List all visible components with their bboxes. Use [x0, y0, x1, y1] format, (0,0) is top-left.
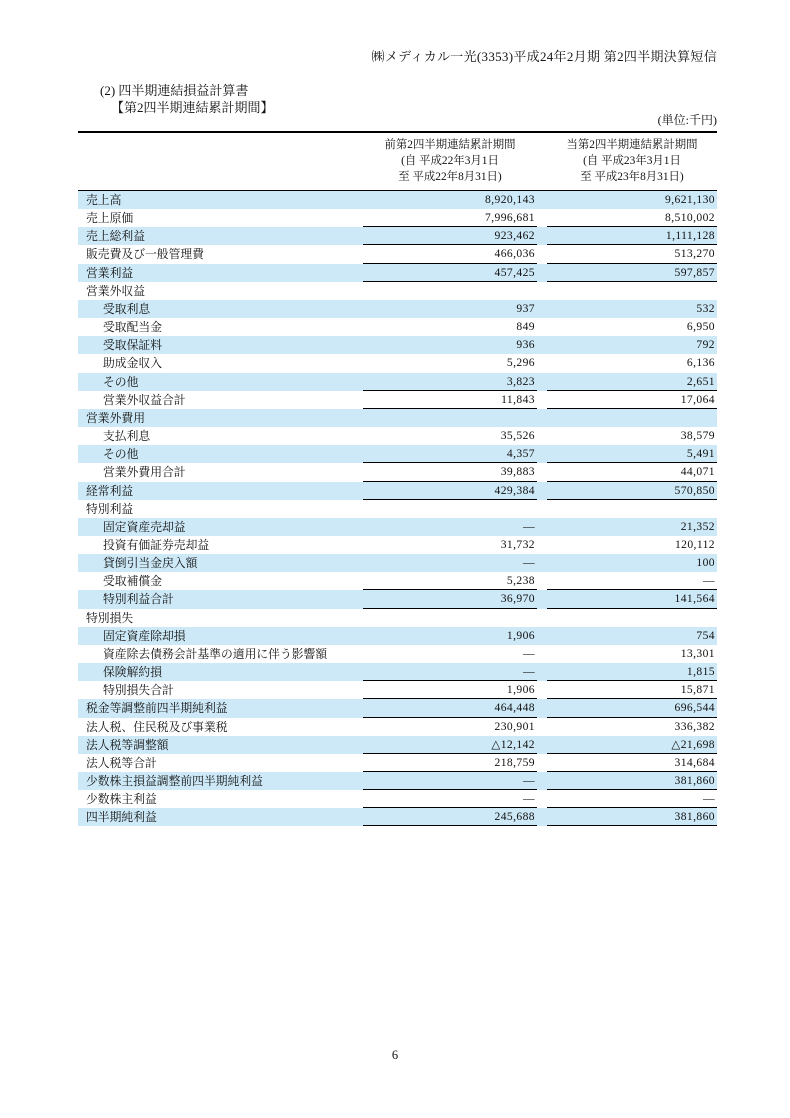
row-value-current: 792 [696, 338, 715, 352]
row-label: 売上高 [86, 193, 122, 207]
table-row [78, 772, 717, 790]
table-row [78, 609, 717, 627]
row-value-previous: 11,843 [363, 391, 537, 409]
row-value-previous: 4,357 [363, 445, 537, 463]
row-label: 販売費及び一般管理費 [86, 247, 204, 262]
period-from: (自 平成22年3月1日 [401, 155, 499, 167]
row-label: 貸倒引当金戻入額 [103, 556, 198, 571]
row-label: 法人税等合計 [86, 755, 157, 770]
table-row [78, 645, 717, 663]
table-row [78, 554, 717, 572]
row-value-current: 15,871 [547, 681, 717, 699]
table-row [78, 681, 717, 699]
table-row [78, 736, 717, 754]
row-value-previous: 5,238 [363, 572, 537, 590]
row-value-current [547, 282, 717, 300]
table-row [78, 463, 717, 481]
table-row [78, 391, 717, 409]
row-value-current: 532 [696, 301, 715, 315]
column-header-current-period [547, 137, 717, 185]
table-row [78, 445, 717, 463]
row-value-previous: 429,384 [363, 482, 537, 500]
row-value-previous: — [523, 556, 535, 570]
row-value-previous: 8,920,143 [485, 193, 535, 206]
income-statement-table [78, 131, 717, 826]
row-value-previous [363, 409, 537, 427]
row-label: 経常利益 [86, 483, 134, 498]
column-title: 当第2四半期連結累計期間 [566, 139, 698, 151]
table-row [78, 718, 717, 736]
row-label: 法人税、住民税及び事業税 [86, 719, 228, 734]
row-value-current: 336,382 [674, 719, 715, 733]
row-label: 助成金収入 [103, 356, 162, 371]
row-value-current: 597,857 [547, 264, 717, 282]
row-value-current: 6,950 [686, 320, 715, 334]
row-value-current: 1,815 [547, 663, 717, 681]
row-value-current: 696,544 [547, 699, 717, 717]
period-to: 至 平成22年8月31日) [398, 171, 502, 183]
row-value-previous: 31,732 [500, 537, 535, 551]
row-label: 受取利息 [103, 301, 151, 316]
row-value-current: 1,111,128 [547, 227, 717, 245]
row-label: 受取補償金 [103, 574, 162, 589]
row-value-current: 8,510,002 [547, 209, 717, 227]
row-label: 保険解約損 [103, 665, 162, 680]
row-value-previous: 7,996,681 [363, 209, 537, 227]
row-value-current: 17,064 [547, 391, 717, 409]
row-value-current [547, 409, 717, 427]
row-label: 営業外費用合計 [103, 465, 186, 480]
section-subtitle: 【第2四半期連結累計期間】 [111, 100, 274, 115]
row-value-current: 13,301 [680, 646, 715, 660]
row-value-current: — [547, 790, 717, 808]
row-value-current: 381,860 [547, 808, 717, 826]
period-from: (自 平成23年3月1日 [583, 155, 681, 167]
table-row [78, 227, 717, 245]
section-title: (2) 四半期連結損益計算書 [100, 83, 249, 98]
row-label: 受取保証料 [103, 338, 162, 353]
table-row [78, 409, 717, 427]
column-header-previous-period [363, 137, 537, 185]
row-label: 特別損失 [86, 610, 134, 625]
row-label: 少数株主利益 [86, 792, 157, 807]
row-value-current: 2,651 [547, 373, 717, 391]
row-value-previous: — [363, 663, 537, 681]
table-row [78, 754, 717, 772]
table-row [78, 572, 717, 590]
table-row [78, 663, 717, 681]
row-value-current: 5,491 [547, 445, 717, 463]
table-row [78, 318, 717, 336]
row-value-current: 570,850 [547, 482, 717, 500]
column-title: 前第2四半期連結累計期間 [384, 139, 516, 151]
row-value-previous [363, 609, 537, 627]
table-row [78, 627, 717, 645]
row-label: 営業外収益 [86, 283, 145, 298]
row-value-previous: 245,688 [363, 808, 537, 826]
row-label: 固定資産売却益 [103, 519, 186, 534]
row-value-previous: — [363, 772, 537, 790]
row-label: 売上総利益 [86, 229, 145, 244]
row-label: 固定資産除却損 [103, 628, 186, 643]
row-value-current: 9,621,130 [665, 193, 715, 206]
period-to: 至 平成23年8月31日) [580, 171, 684, 183]
row-value-previous: 466,036 [363, 245, 537, 263]
table-row [78, 373, 717, 391]
row-value-current [547, 609, 717, 627]
row-value-previous: 35,526 [500, 429, 535, 443]
row-value-current: 21,352 [680, 519, 715, 533]
row-value-previous: 39,883 [363, 463, 537, 481]
table-row [78, 264, 717, 282]
row-value-previous: 1,906 [506, 628, 535, 642]
row-value-previous: — [363, 790, 537, 808]
row-value-previous: 5,296 [506, 356, 535, 370]
table-body [78, 191, 717, 826]
row-value-previous: 923,462 [363, 227, 537, 245]
row-value-current: 120,112 [674, 537, 715, 551]
row-value-current: △21,698 [547, 736, 717, 754]
row-label: 支払利息 [103, 429, 151, 444]
row-label: 営業外費用 [86, 410, 145, 425]
row-label: 営業利益 [86, 265, 134, 280]
table-row [78, 191, 717, 209]
page-number: 6 [391, 1048, 399, 1062]
row-value-current: 38,579 [680, 429, 715, 443]
row-label: 少数株主損益調整前四半期純利益 [86, 774, 263, 788]
table-row [78, 518, 717, 536]
row-label: 四半期純利益 [86, 810, 157, 825]
row-value-current: 513,270 [547, 245, 717, 263]
row-label: 税金等調整前四半期純利益 [86, 701, 228, 716]
row-value-previous: 230,901 [494, 719, 535, 733]
row-label: 特別利益 [86, 501, 134, 516]
row-label: その他 [103, 447, 139, 462]
row-label: 特別損失合計 [103, 683, 174, 698]
table-row [78, 536, 717, 554]
row-value-current: 754 [696, 628, 715, 642]
row-value-previous: 936 [516, 338, 535, 352]
row-value-previous: 937 [516, 301, 535, 315]
row-value-current: 44,071 [547, 463, 717, 481]
row-value-previous: 849 [516, 320, 535, 334]
row-value-previous [363, 282, 537, 300]
unit-note: (単位:千円) [657, 113, 717, 127]
row-label: 特別利益合計 [103, 592, 174, 607]
row-value-current: — [547, 572, 717, 590]
row-value-previous: 3,823 [363, 373, 537, 391]
row-value-previous: △12,142 [363, 736, 537, 754]
row-label: 法人税等調整額 [86, 737, 169, 752]
table-row [78, 245, 717, 263]
row-label: 受取配当金 [103, 320, 162, 335]
table-row [78, 790, 717, 808]
table-header-row [78, 131, 717, 191]
row-value-previous: 218,759 [363, 754, 537, 772]
row-value-previous: 457,425 [363, 264, 537, 282]
row-value-previous: — [523, 646, 535, 660]
table-row [78, 354, 717, 372]
row-label: 売上原価 [86, 211, 134, 226]
row-value-current: 314,684 [547, 754, 717, 772]
row-value-current [547, 500, 717, 518]
row-value-previous: 36,970 [363, 590, 537, 608]
row-value-previous: 1,906 [363, 681, 537, 699]
row-value-current: 381,860 [547, 772, 717, 790]
table-row [78, 427, 717, 445]
table-row [78, 808, 717, 826]
table-row [78, 336, 717, 354]
table-row [78, 699, 717, 717]
row-label: 営業外収益合計 [103, 392, 186, 407]
row-value-previous: — [523, 519, 535, 533]
table-row [78, 590, 717, 608]
table-row [78, 282, 717, 300]
table-row [78, 300, 717, 318]
table-row [78, 482, 717, 500]
table-row [78, 209, 717, 227]
row-label: 投資有価証券売却益 [103, 537, 210, 552]
row-value-current: 100 [696, 556, 715, 570]
row-value-current: 141,564 [547, 590, 717, 608]
row-label: 資産除去債務会計基準の適用に伴う影響額 [103, 646, 328, 661]
row-label: その他 [103, 374, 139, 389]
document-header: ㈱メディカル一光(3353)平成24年2月期 第2四半期決算短信 [371, 49, 717, 64]
table-row [78, 500, 717, 518]
row-value-previous [363, 500, 537, 518]
row-value-previous: 464,448 [363, 699, 537, 717]
row-value-current: 6,136 [686, 356, 715, 370]
